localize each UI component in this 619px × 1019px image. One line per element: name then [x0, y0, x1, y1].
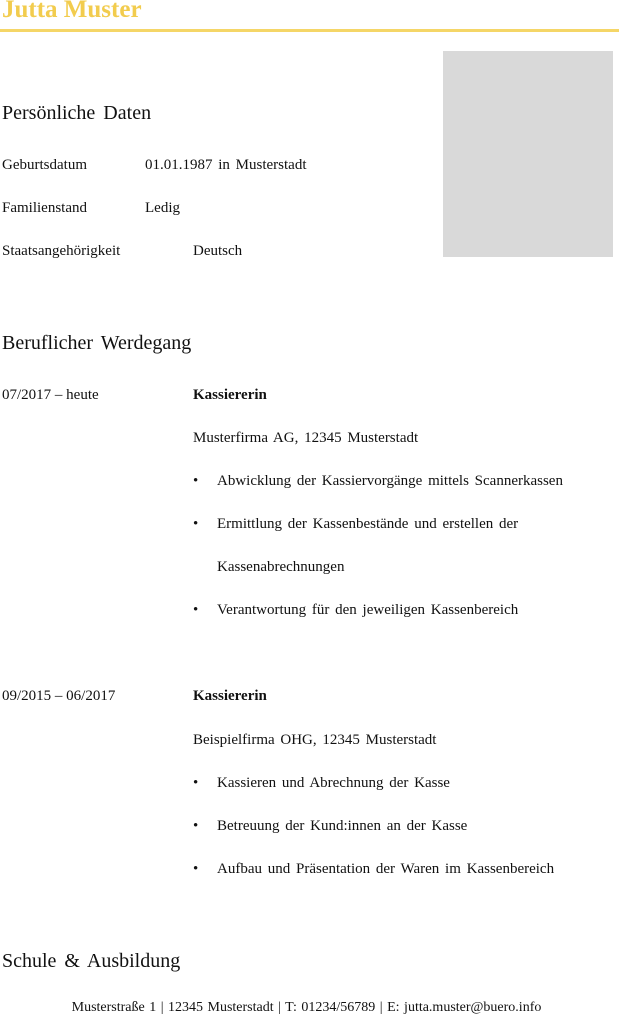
bullet-icon: • — [193, 516, 199, 532]
personal-label-marital-status: Familienstand — [2, 200, 87, 216]
bullet-icon: • — [193, 818, 199, 834]
personal-label-birthdate: Geburtsdatum — [2, 157, 87, 173]
job-position: Kassiererin — [193, 688, 267, 704]
bullet-icon: • — [193, 473, 199, 489]
personal-label-nationality: Staatsangehörigkeit — [2, 243, 121, 259]
job-company: Musterfirma AG, 12345 Musterstadt — [193, 430, 419, 446]
job-position: Kassiererin — [193, 387, 267, 403]
photo-placeholder — [443, 51, 613, 257]
job-bullet: Verantwortung für den jeweiligen Kassenbereich — [217, 602, 519, 618]
name-underline-divider — [0, 29, 619, 32]
personal-value-nationality: Deutsch — [193, 243, 243, 259]
job-bullet: Ermittlung der Kassenbestände und erstellen der — [217, 516, 519, 532]
personal-value-marital-status: Ledig — [145, 200, 180, 216]
footer-contact: Musterstraße 1 | 12345 Musterstadt | T: 01234/56789 | E: jutta.muster@buero.info — [71, 1000, 542, 1015]
applicant-name: Jutta Muster — [2, 0, 142, 23]
bullet-icon: • — [193, 602, 199, 618]
section-title-education: Schule & Ausbildung — [2, 950, 181, 972]
job-bullet-continuation: Kassenabrechnungen — [217, 559, 345, 575]
job-bullet: Abwicklung der Kassiervorgänge mittels Scannerkassen — [217, 473, 563, 489]
section-title-personal: Persönliche Daten — [2, 102, 152, 124]
job-bullet: Aufbau und Präsentation der Waren im Kassenbereich — [217, 861, 555, 877]
job-company: Beispielfirma OHG, 12345 Musterstadt — [193, 732, 437, 748]
bullet-icon: • — [193, 861, 199, 877]
job-bullet: Kassieren und Abrechnung der Kasse — [217, 775, 450, 791]
bullet-icon: • — [193, 775, 199, 791]
personal-value-birthdate: 01.01.1987 in Musterstadt — [145, 157, 307, 173]
job-period: 07/2017 – heute — [2, 387, 99, 403]
job-bullet: Betreuung der Kund:innen an der Kasse — [217, 818, 468, 834]
section-title-career: Beruflicher Werdegang — [2, 332, 192, 354]
job-period: 09/2015 – 06/2017 — [2, 688, 116, 704]
